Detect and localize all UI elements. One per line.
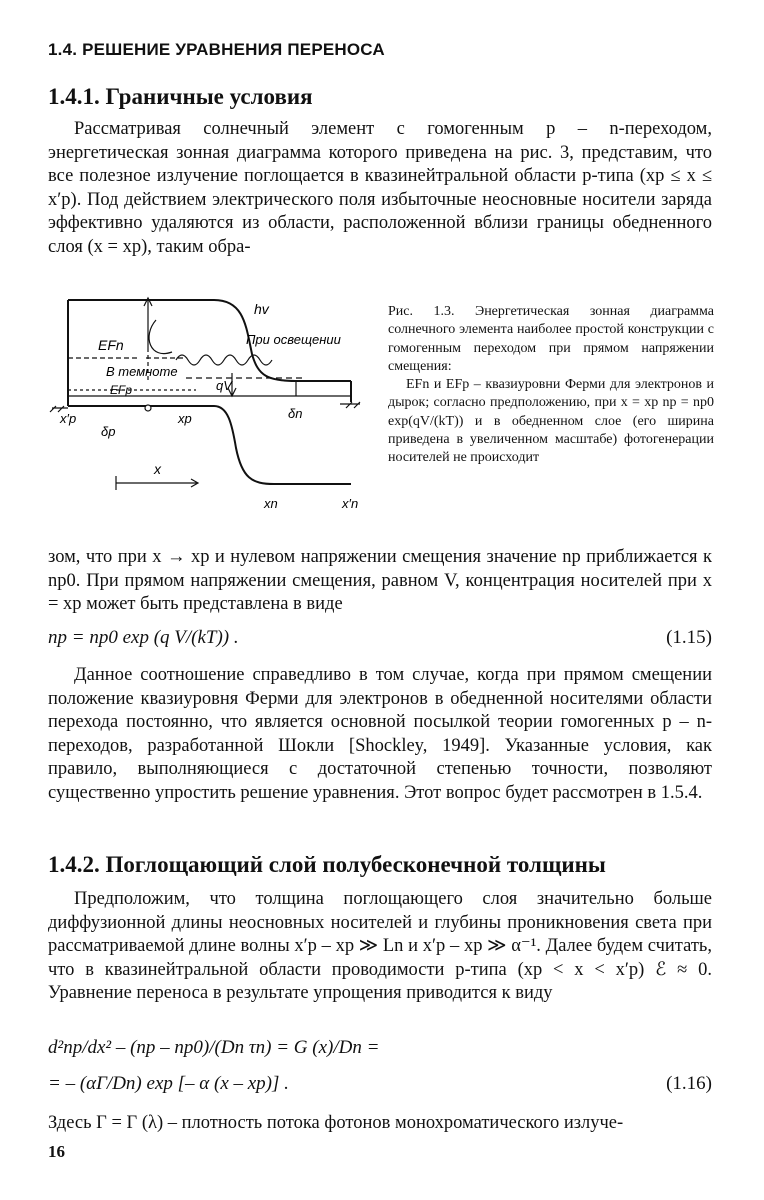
paragraph-shockley: Данное соотношение справедливо в том случае, когда при прямом смещении положение квазиуровня Ферми для электронов в обедненной носителями области перехода постоянно, что является основной посылкой теории гомогенных p – n-переходов, разработанной Шокли [Shockley, 1949]. Указанные условия, как правило, выполняющиеся с достаточной степенью точности, позволяют существенно упростить решение уравнения. Этот вопрос будет рассмотрен в 1.5.4. (48, 665, 712, 803)
paragraph-boundary-continued: зом, что при x → xp и нулевом напряжении смещения значение np приближается к np0. При прямом напряжении смещения, равном V, концентрация носителей при x = xp может быть представлена в виде (48, 547, 712, 615)
illuminated-label: При освещении (246, 332, 341, 347)
efp-label: EFp (110, 383, 133, 397)
band-diagram (46, 278, 376, 518)
x-axis-label: x (154, 461, 161, 477)
dark-label: В темноте (106, 364, 178, 379)
section-title: 1.4. РЕШЕНИЕ УРАВНЕНИЯ ПЕРЕНОСА (48, 40, 385, 59)
delta-n-label: δn (288, 406, 303, 421)
xn-label: xn (264, 496, 278, 511)
equation-1-16-line2 (48, 1072, 712, 1096)
band-diagram-figure (46, 278, 376, 518)
x-axis-arrow (116, 476, 198, 490)
delta-p-label: δp (101, 424, 116, 439)
xp-prime-label: x′p (60, 411, 77, 426)
paragraph-boundary-intro: Рассматривая солнечный элемент с гомогенным p – n-переходом, энергетическая зонная диаграмма которого приведена на рис. 3, представим, что все полезное излучение поглощается в квазинейтральной области p-типа (xp ≤ x ≤ x′p). Под действием электрического поля избыточные неосновные носители заряда эффективно удаляются из области, расположенной вблизи границы обедненного слоя (x = xp), таким обра- (48, 119, 712, 257)
subsection-title-semi-infinite: 1.4.2. Поглощающий слой полубесконечной толщины (48, 852, 606, 877)
paragraph-photon-flux: Здесь Γ = Γ (λ) – плотность потока фотонов монохроматического излуче- (48, 1113, 624, 1133)
page-number: 16 (48, 1142, 65, 1161)
subsection-title-boundary-conditions: 1.4.1. Граничные условия (48, 84, 313, 109)
equation-1-16-body-1: d²np/dx² – (np – np0)/(Dn τn) = G (x)/Dn = (48, 1037, 380, 1058)
qv-label: qV (216, 378, 232, 393)
caption-title: Рис. 1.3. Энергетическая зонная диаграмма солнечного элемента наиболее простой конструкции с гомогенным переходом при прямом напряжении смещения: (388, 304, 714, 374)
generation-arc (149, 320, 172, 354)
paragraph-semi-infinite: Предположим, что толщина поглощающего слоя значительно больше диффузионной длины неосновных носителей и глубины проникновения света при рассматриваемой длине волны x′p – xp ≫ Ln и x′p – xp ≫ α⁻¹. Далее будем считать, что в квазинейтральной области проводимости p-типа (xp < x < x′p) ℰ ≈ 0. Уравнение переноса в результате упрощения приводится к виду (48, 889, 712, 1004)
equation-1-16-number: (1.16) (666, 1073, 712, 1094)
valence-band-line (68, 406, 351, 484)
hv-label: hv (254, 301, 269, 317)
caption-body: EFn и EFp – квазиуровни Ферми для электронов и дырок; согласно предположению, при x = xp np = np0 exp(qV/(kT)) и в обедненном слое (его ширина приведена в увеличенном масштабе) фотогенерации носителей не происходит (388, 377, 714, 466)
figure-caption (388, 303, 714, 468)
efn-label: EFn (98, 337, 124, 353)
xn-prime-label: x′n (342, 496, 359, 511)
equation-1-15-number: (1.15) (666, 627, 712, 648)
xp-label: xp (178, 411, 192, 426)
photon-wave (176, 355, 272, 365)
up-arrow (144, 298, 152, 348)
equation-1-15-body: np = np0 exp (q V/(kT)) . (48, 627, 239, 648)
equation-1-16-body-2: = – (αΓ/Dn) exp [– α (x – xp)] . (48, 1073, 289, 1094)
equation-1-15 (48, 626, 712, 650)
equation-1-16-line1 (48, 1036, 712, 1060)
